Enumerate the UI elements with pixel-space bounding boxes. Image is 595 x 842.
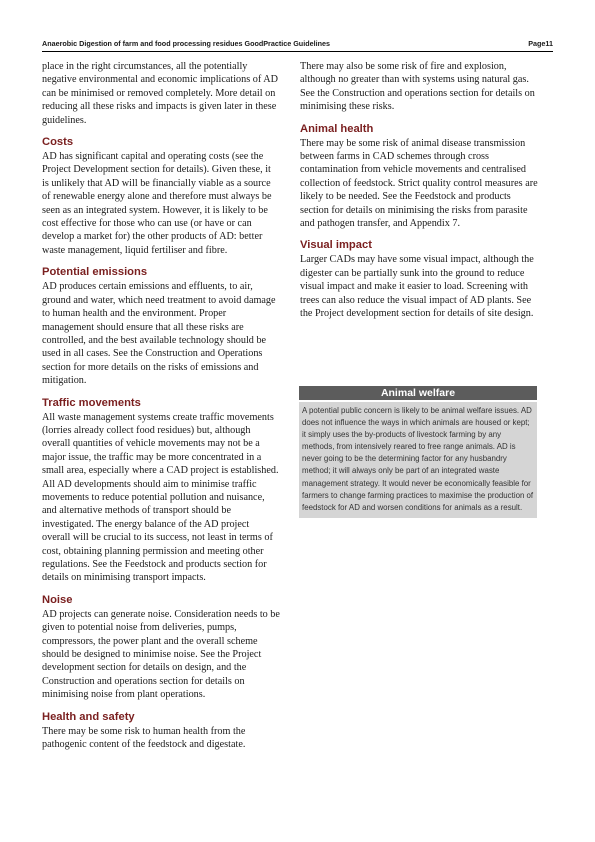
paragraph-traffic-movements: All waste management systems create traffic movements (lorries already collect food residues) but, although overall quantities of vehicle movements may not be a major issue, the traffic may be more concentrated in a small area, especially where a CAD project is established. All AD developments should aim to minimise traffic movements to reduce potential pollution and nuisance, and alternative methods of transport should be investigated. The energy balance of the AD project overall will be crucial to its success, not least in terms of cost, obtaining planning permission and meeting other regulations. See the Feedstock and products section for details on minimising transport impacts. <box>42 411 279 584</box>
heading-potential-emissions: Potential emissions <box>42 266 148 279</box>
heading-visual-impact: Visual impact <box>300 239 372 252</box>
callout-title: Animal welfare <box>299 386 537 400</box>
animal-welfare-callout <box>299 386 537 518</box>
page-header <box>42 37 553 52</box>
heading-noise: Noise <box>42 593 73 606</box>
paragraph-visual-impact: Larger CADs may have some visual impact, although the digester can be partially sunk into the ground to reduce visual impact and make it easier to load. Screening with trees can also reduce the visual impact of AD plants. See the Project development section for details of site design. <box>300 254 534 320</box>
paragraph-costs: AD has significant capital and operating costs (see the Project Development section for details). Given these, it is unlikely that AD will be financially viable as a source of renewable energy alone and therefore must always be seen as an integrated system. However, it is likely to be cost effective for those who can use (or have or can develop a market for) the other products of AD: better waste management, liquid fertiliser and fibre. <box>42 151 272 256</box>
heading-traffic-movements: Traffic movements <box>42 396 141 409</box>
page-number: Page11 <box>528 39 553 48</box>
right-intro-paragraph: There may also be some risk of fire and explosion, although no greater than with systems using natural gas. See the Construction and operations section for details on minimising these risks. <box>300 61 535 113</box>
paragraph-noise: AD projects can generate noise. Consideration needs to be given to potential noise from deliveries, pumps, compressors, the power plant and the overall scheme should be designed to minimise noise. See the Project development section for details on design, and the Construction and operations section for details on minimising noise from plant operations. <box>42 608 280 701</box>
paragraph-animal-health: There may be some risk of animal disease transmission between farms in CAD schemes through cross contamination from vehicle movements and centralised collection of feedstock. Strict quality control measures are likely to be needed. See the Feedstock and products section for details on minimising the risks from parasite and pathogen transfer, and Appendix 7. <box>300 137 538 230</box>
callout-body: A potential public concern is likely to be animal welfare issues. AD does not influence the ways in which animals are housed or kept; it simply uses the by-products of livestock farming by any methods, from intensively reared to free range animals. AD is never going to be the determining factor for any husbandry method; it will always only be part of an integrated waste management strategy. It would never be economically feasible for farmers to change farming practices to maximise the production of feedstock for AD and worsen conditions for animals as a result. <box>299 402 537 518</box>
paragraph-health-and-safety: There may be some risk to human health from the pathogenic content of the feedstock and digestate. <box>42 725 246 751</box>
document-title: Anaerobic Digestion of farm and food processing residues GoodPractice Guidelines <box>42 39 330 48</box>
heading-animal-health: Animal health <box>300 122 374 135</box>
paragraph-potential-emissions: AD produces certain emissions and effluents, to air, ground and water, which need treatment to avoid damage to human health and the environment. Proper management should ensure that all these risks are controlled, and the best available technology should be used in all cases. See the Construction and Operations section for more details on the risks of emissions and mitigation. <box>42 281 276 387</box>
heading-health-and-safety: Health and safety <box>42 710 135 723</box>
right-column <box>300 60 538 321</box>
left-intro-paragraph: place in the right circumstances, all the potentially negative environmental and economic implications of AD can be minimised or removed completely. More detail on reducing all these risks and impacts is given later in these guidelines. <box>42 61 278 126</box>
left-column <box>42 60 280 751</box>
heading-costs: Costs <box>42 136 74 149</box>
